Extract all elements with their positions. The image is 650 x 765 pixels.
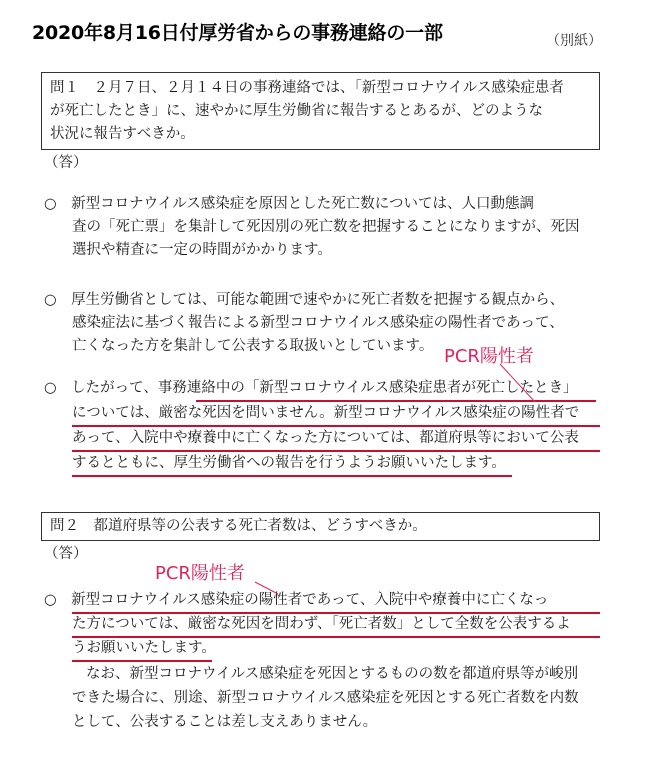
q2-para1-line-3: うお願いいたします。 <box>72 640 216 656</box>
q1-para3-line-2: については、厳密な死因を問いません。新型コロナウイルス感染症の陽性者で <box>72 405 580 421</box>
q2-para2-line-2: できた場合に、別途、新型コロナウイルス感染症を死因とする死亡者数を内数 <box>72 690 579 706</box>
q1-para1-line-2: 査の「死亡票」を集計して死因別の死亡数を把握することになりますが、死因 <box>72 219 580 235</box>
page-title: 2020年8月16日付厚労省からの事務連絡の一部 <box>32 22 443 44</box>
q2-para1-line-1: ○ 新型コロナウイルス感染症の陽性者であって、入院中や療養中に亡くなっ <box>44 592 549 608</box>
question-1-line-2: が死亡したとき」に、速やかに厚生労働省に報告するとあるが、どのような <box>50 103 543 119</box>
question-1-line-3: 状況に報告すべきか。 <box>50 126 195 142</box>
question-2-line: 問２ 都道府県等の公表する死亡者数は、どうすべきか。 <box>50 518 427 534</box>
q1-para2-line-3: 亡くなった方を集計して公表する取扱いとしています。 <box>72 338 434 354</box>
answer-label-2: （答） <box>44 546 88 562</box>
answer-label-1: （答） <box>44 155 88 171</box>
attachment-label: （別紙） <box>546 33 602 49</box>
q1-para3-line-1: ○ したがって、事務連絡中の「新型コロナウイルス感染症患者が死亡したとき」 <box>44 380 578 396</box>
q1-para2-line-1: ○ 厚生労働省としては、可能な範囲で速やかに死亡者数を把握する観点から、 <box>44 292 565 308</box>
q1-para1-line-3: 選択や精査に一定の時間がかかります。 <box>72 242 332 258</box>
question-1-line-1: 問１ ２月７日、２月１４日の事務連絡では、「新型コロナウイルス感染症患者 <box>50 80 564 96</box>
pcr-positive-annotation-2: PCR陽性者 <box>155 563 245 584</box>
q1-para3-line-3: あって、入院中や療養中に亡くなった方については、都道府県等において公表 <box>72 430 579 446</box>
leader-line-2 <box>255 582 278 594</box>
q2-para1-line-2: た方については、厳密な死因を問わず、「死亡者数」として全数を公表するよ <box>72 616 571 632</box>
leader-line-1 <box>500 364 535 402</box>
q1-para1-line-1: ○ 新型コロナウイルス感染症を原因とした死亡数については、人口動態調 <box>44 196 534 212</box>
q2-para2-line-3: として、公表することは差し支えありません。 <box>72 714 378 730</box>
pcr-positive-annotation-1: PCR陽性者 <box>444 346 534 367</box>
q2-para2-line-1: なお、新型コロナウイルス感染症を死因とするものの数を都道府県等が峻別 <box>86 666 579 682</box>
q1-para2-line-2: 感染症法に基づく報告による新型コロナウイルス感染症の陽性者であって、 <box>72 315 564 331</box>
q1-para3-line-4: するとともに、厚生労働省への報告を行うようお願いいたします。 <box>72 455 506 471</box>
